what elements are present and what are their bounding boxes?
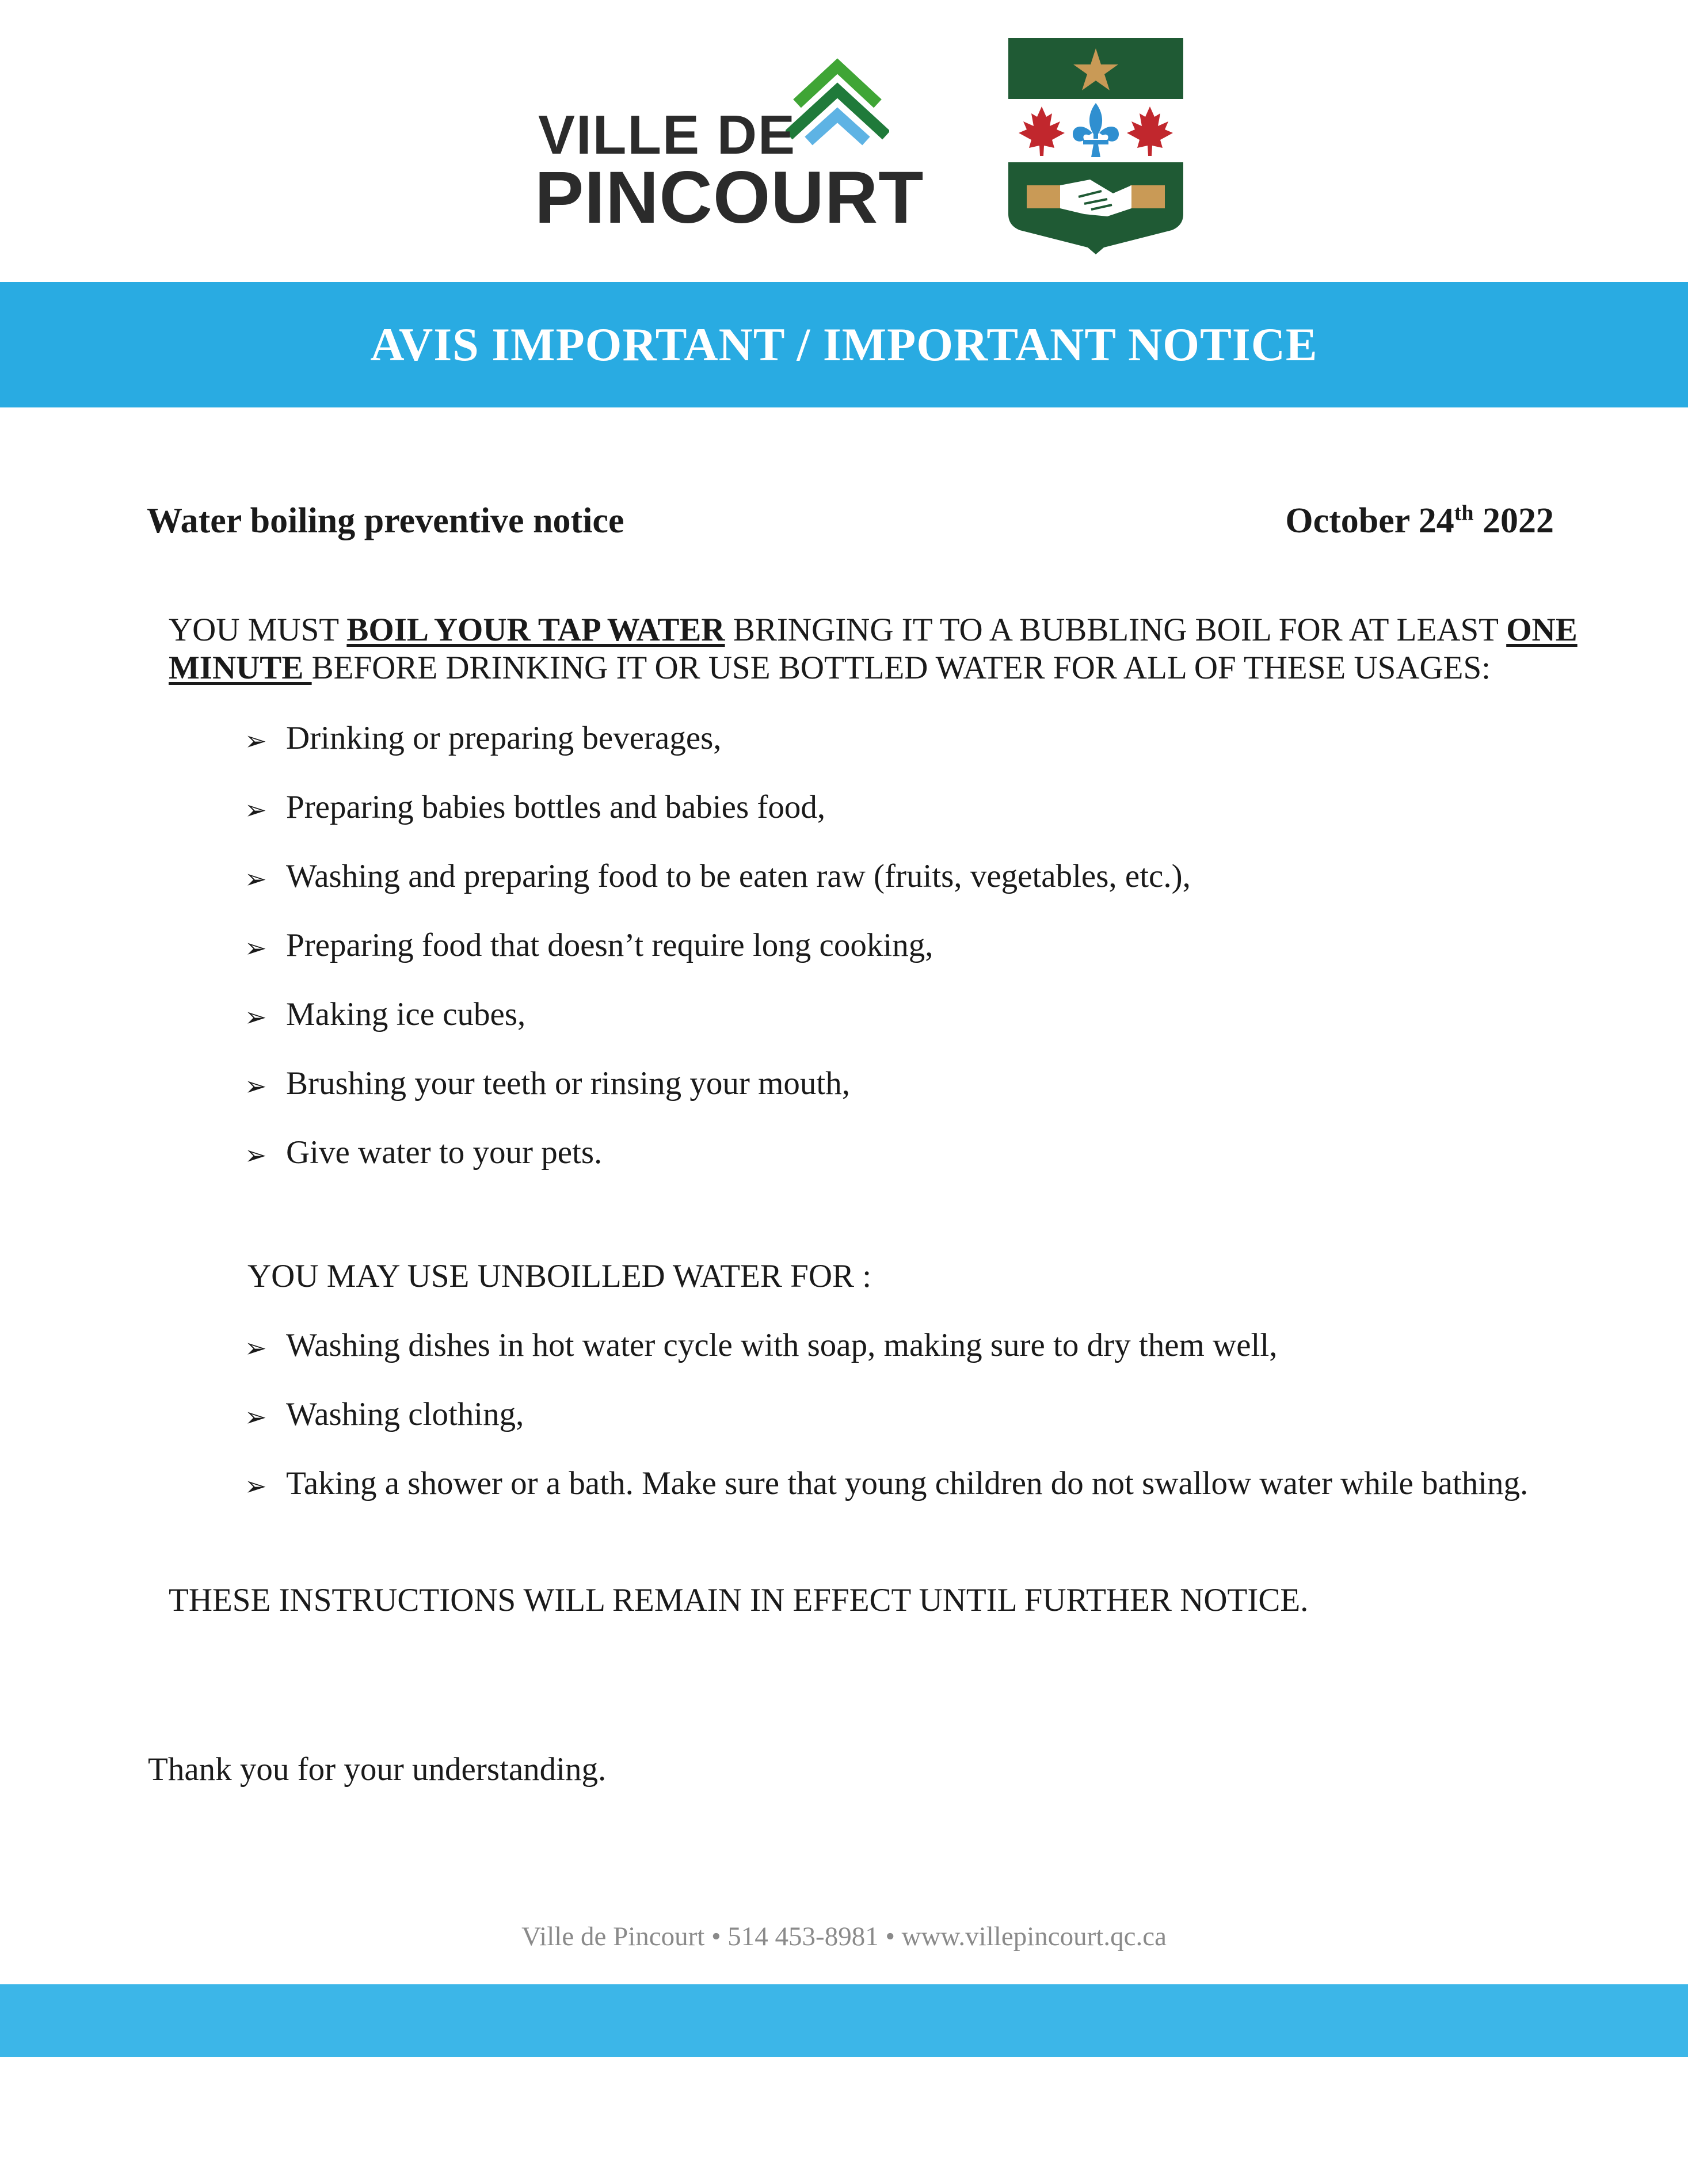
list-item: ➢ Washing clothing, xyxy=(245,1396,1528,1465)
list-item: ➢ Brushing your teeth or rinsing your mouth, xyxy=(245,1065,1191,1134)
arrow-bullet-icon: ➢ xyxy=(245,932,267,963)
coat-of-arms-icon xyxy=(1006,36,1186,254)
arrow-bullet-icon: ➢ xyxy=(245,1470,267,1501)
date-month-day: October 24 xyxy=(1285,501,1454,540)
list-item: ➢ Preparing food that doesn’t require long cooking, xyxy=(245,927,1191,996)
notice-heading-row xyxy=(147,501,1554,558)
city-logo xyxy=(535,55,924,239)
arrow-bullet-icon: ➢ xyxy=(245,1070,267,1101)
list-item: ➢ Preparing babies bottles and babies food, xyxy=(245,788,1191,857)
must-boil-list xyxy=(245,719,1191,1203)
date-ordinal: th xyxy=(1454,501,1474,525)
arrow-bullet-icon: ➢ xyxy=(245,725,267,756)
may-use-list xyxy=(245,1327,1528,1534)
footer-contact: Ville de Pincourt • 514 453-8981 • www.villepincourt.qc.ca xyxy=(521,1922,1167,1952)
notice-banner xyxy=(0,282,1688,407)
intro-paragraph xyxy=(169,611,1642,687)
list-item: ➢ Taking a shower or a bath. Make sure that young children do not swallow water while bathing. xyxy=(245,1465,1528,1534)
arrow-bullet-icon: ➢ xyxy=(245,794,267,825)
intro-text-3: BEFORE DRINKING IT OR USE BOTTLED WATER FOR ALL OF THESE USAGES: xyxy=(311,650,1491,686)
arrow-bullet-icon: ➢ xyxy=(245,1139,267,1171)
list-item: ➢ Washing and preparing food to be eaten raw (fruits, vegetables, etc.), xyxy=(245,857,1191,927)
intro-emphasis-one-minute: ONE MINUTE xyxy=(169,612,1578,686)
logo-line-pincourt: PINCOURT xyxy=(535,157,924,239)
notice-title: Water boiling preventive notice xyxy=(147,501,624,540)
arrow-bullet-icon: ➢ xyxy=(245,863,267,894)
list-item: ➢ Drinking or preparing beverages, xyxy=(245,719,1191,788)
logo-line-ville-de: VILLE DE xyxy=(538,104,797,166)
arrow-bullet-icon: ➢ xyxy=(245,1332,267,1363)
intro-text-1: YOU MUST xyxy=(169,612,347,648)
arrow-bullet-icon: ➢ xyxy=(245,1401,267,1432)
thanks-line: Thank you for your understanding. xyxy=(148,1751,607,1787)
list-item: ➢ Give water to your pets. xyxy=(245,1134,1191,1203)
list-item: ➢ Washing dishes in hot water cycle with soap, making sure to dry them well, xyxy=(245,1327,1528,1396)
notice-date xyxy=(1285,501,1554,542)
intro-text-2: BRINGING IT TO A BUBBLING BOIL FOR AT LEAST xyxy=(725,612,1507,648)
footer-bar xyxy=(0,1984,1688,2057)
may-use-heading: YOU MAY USE UNBOILLED WATER FOR : xyxy=(247,1258,872,1294)
date-year: 2022 xyxy=(1473,501,1554,540)
intro-emphasis-boil: BOIL YOUR TAP WATER xyxy=(346,612,725,648)
arrow-bullet-icon: ➢ xyxy=(245,1001,267,1032)
effect-notice: THESE INSTRUCTIONS WILL REMAIN IN EFFECT UNTIL FURTHER NOTICE. xyxy=(169,1582,1309,1618)
chevron-logo-icon xyxy=(786,55,889,158)
list-item: ➢ Making ice cubes, xyxy=(245,996,1191,1065)
banner-title: AVIS IMPORTANT / IMPORTANT NOTICE xyxy=(370,318,1318,371)
